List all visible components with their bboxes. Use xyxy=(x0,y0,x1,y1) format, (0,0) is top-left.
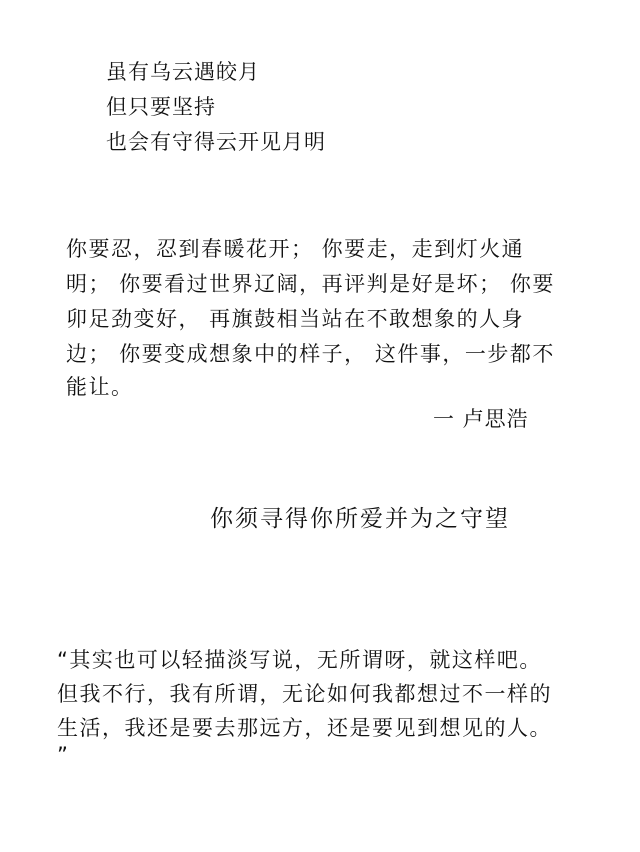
passage-line: “其实也可以轻描淡写说，无所谓呀，就这样吧。 xyxy=(57,648,542,672)
passage-line: ” xyxy=(57,743,70,767)
poem-line: 但只要坚持 xyxy=(106,95,216,119)
passage-line: 生活，我还是要去那远方，还是要见到想见的人。 xyxy=(57,716,552,740)
passage-line: 但我不行，我有所谓，无论如何我都想过不一样的 xyxy=(57,682,552,706)
motto-heading: 你须寻得你所爱并为之守望 xyxy=(210,506,510,532)
poem-line: 虽有乌云遇皎月 xyxy=(106,60,260,84)
poem-line: 也会有守得云开见月明 xyxy=(106,130,326,154)
quote-line: 能让。 xyxy=(66,375,134,399)
quote-line: 卯足劲变好， 再旗鼓相当站在不敢想象的人身 xyxy=(66,307,525,331)
quote-author: 一 卢思浩 xyxy=(433,407,529,431)
quote-line: 边； 你要变成想象中的样子， 这件事，一步都不 xyxy=(66,342,555,366)
quote-line: 你要忍，忍到春暖花开； 你要走，走到灯火通 xyxy=(66,237,525,261)
quote-line: 明； 你要看过世界辽阔，再评判是好是坏； 你要 xyxy=(66,272,555,296)
